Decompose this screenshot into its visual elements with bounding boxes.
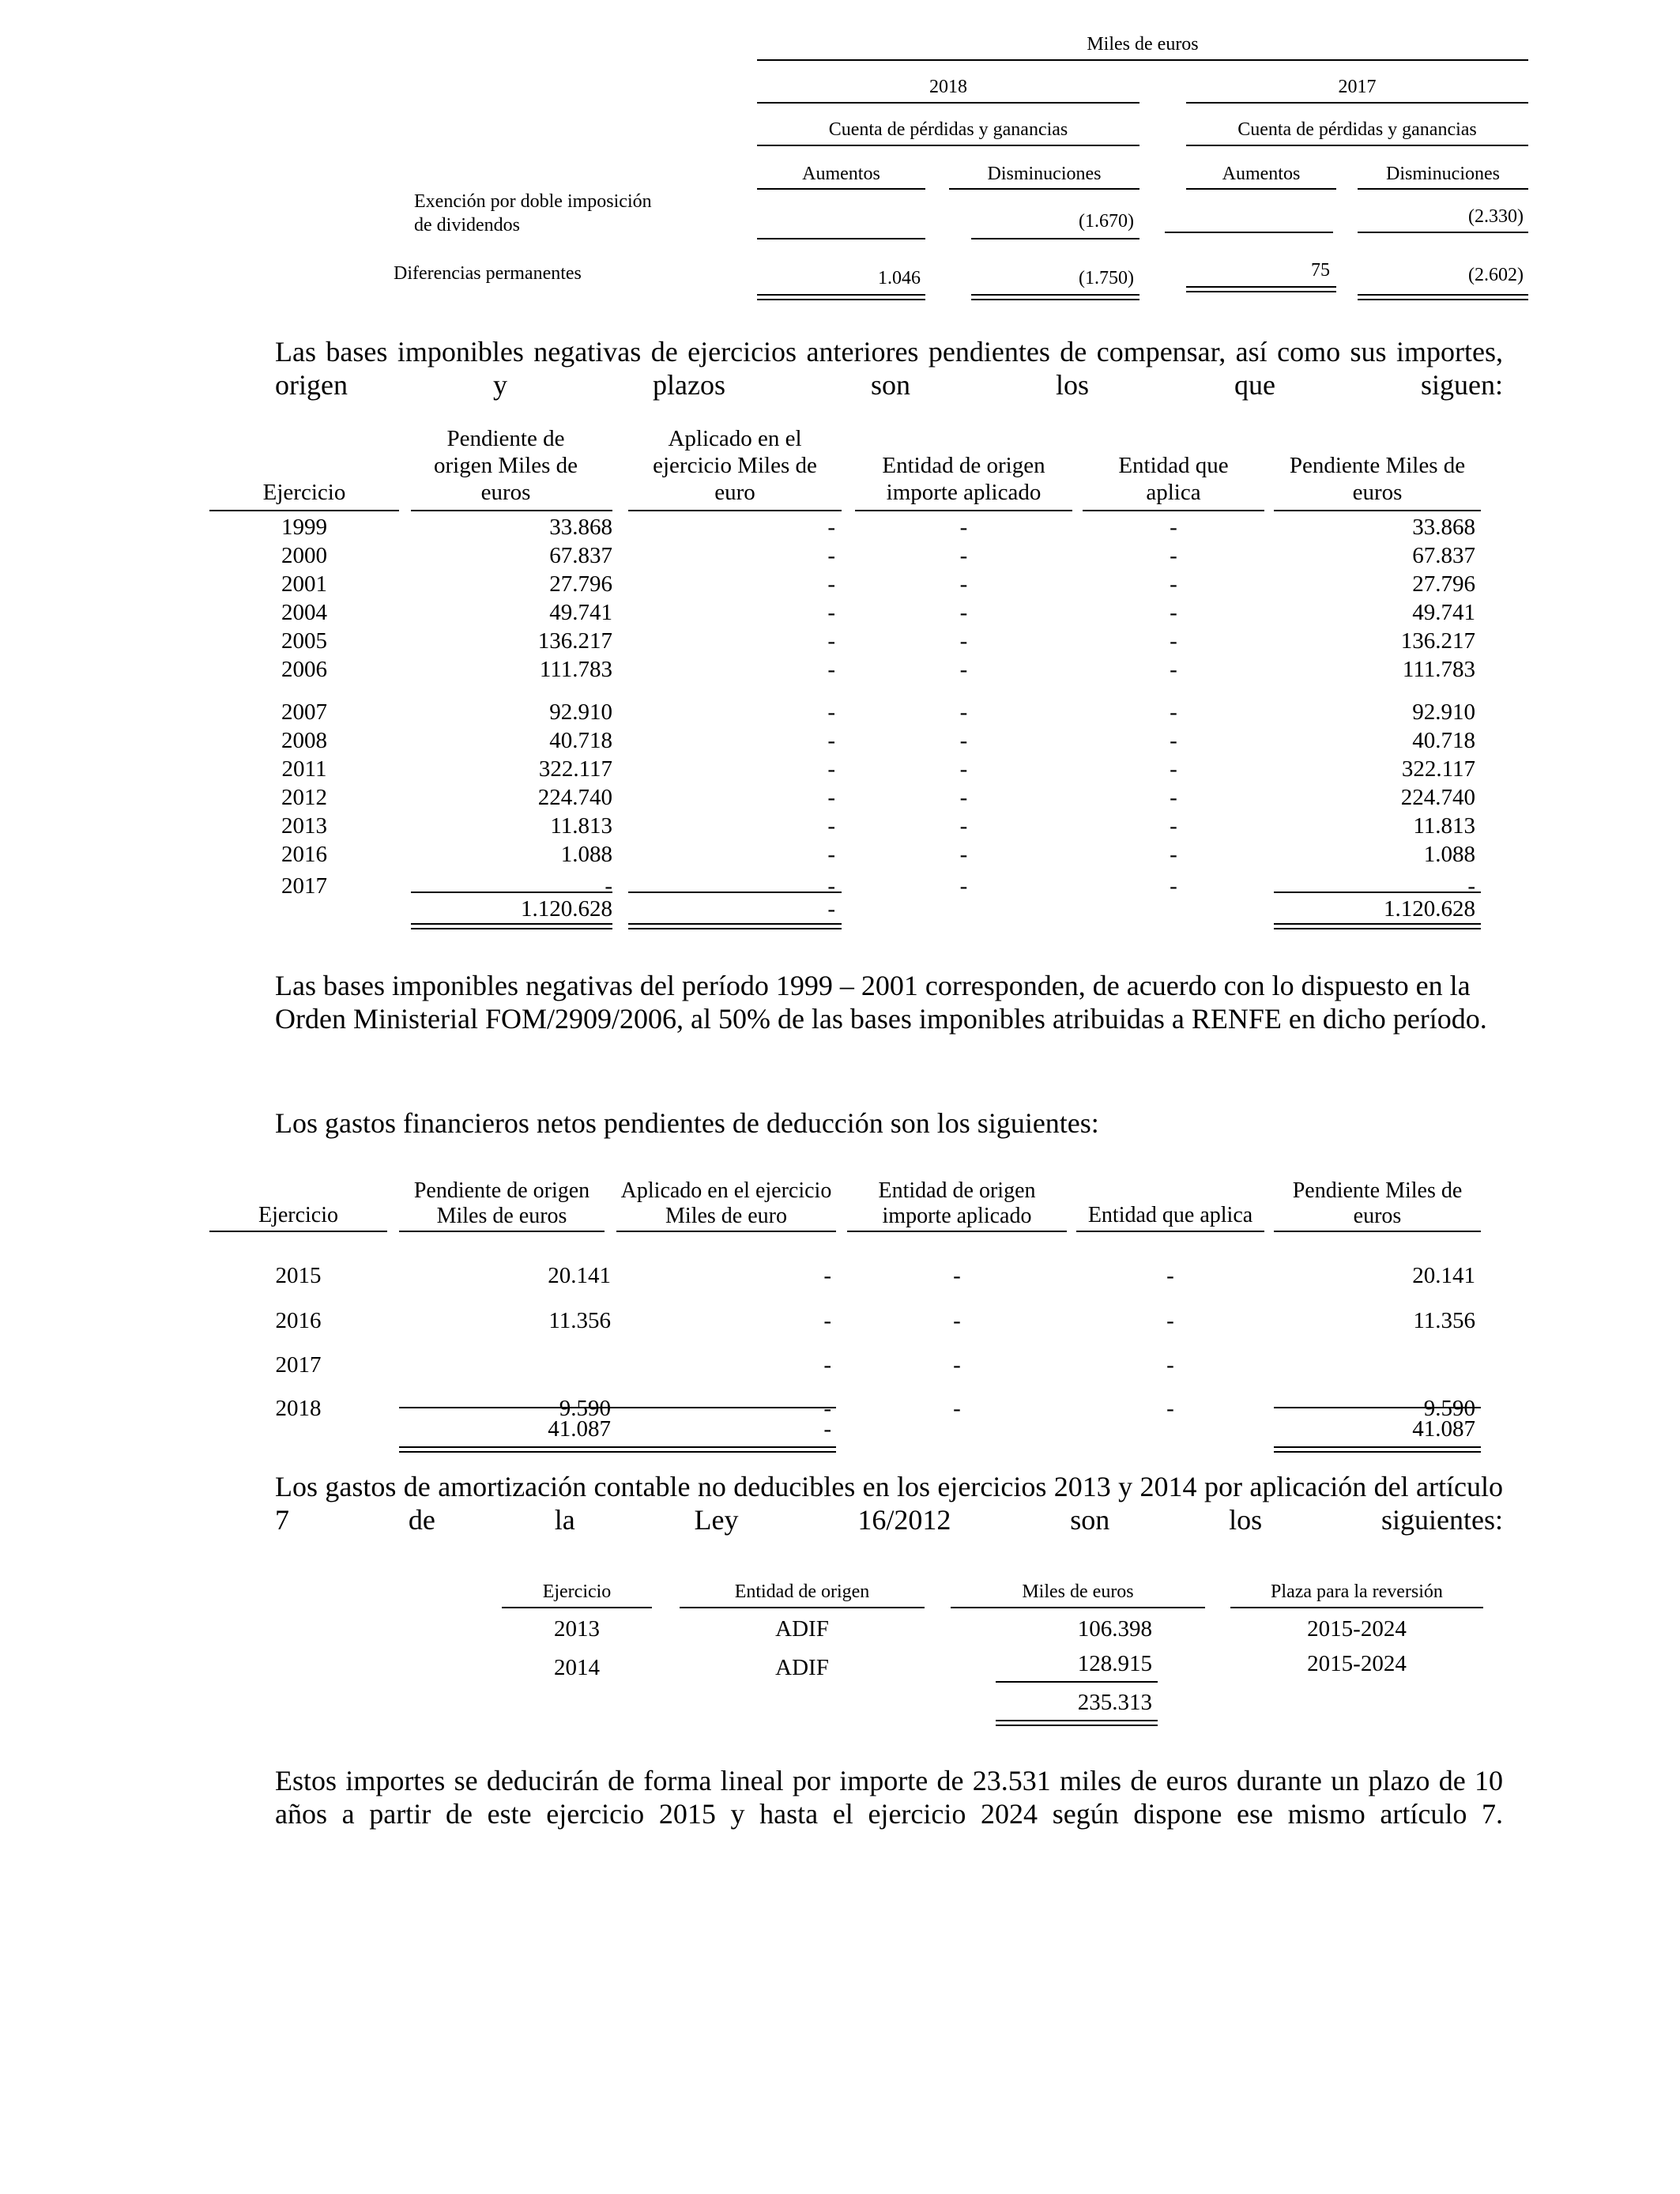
cell-pending-origin: 11.356 (548, 1308, 611, 1333)
t3-total-applied: - (823, 1416, 831, 1442)
cell-applying-entity: - (1170, 628, 1177, 654)
cell-applying-entity: - (1170, 785, 1177, 810)
cell-pending: 20.141 (1412, 1263, 1475, 1288)
cell-year: 2006 (281, 657, 327, 682)
cell-pending: - (1467, 873, 1475, 899)
t4-row-entity: ADIF (775, 1616, 829, 1642)
cell-pending-origin: 20.141 (548, 1263, 611, 1288)
cell-pending-origin: 27.796 (549, 571, 612, 597)
cell-applying-entity: - (1166, 1308, 1174, 1333)
paragraph-financial-expenses-intro: Los gastos financieros netos pendientes de deducción son los siguientes: (275, 1107, 1099, 1139)
t2-header-origin-entity: Entidad de origen importe aplicado (882, 453, 1045, 505)
cell-applying-entity: - (1170, 756, 1177, 782)
cell-pending: 27.796 (1412, 571, 1475, 597)
cell-origin-entity: - (959, 813, 968, 839)
paragraph-amortization-intro: Los gastos de amortización contable no deducibles en los ejercicios 2013 y 2014 por aplicación del artículo 7 de la Ley 16/2012 son los siguientes: (275, 1471, 1503, 1536)
cell-pending-origin: 322.117 (538, 756, 612, 782)
cell-origin-entity: - (953, 1308, 961, 1333)
t4-header-year: Ejercicio (542, 1581, 612, 1602)
cell-pending: 92.910 (1412, 699, 1475, 725)
t2-total-pending: 1.120.628 (1384, 896, 1475, 922)
cell-applied: - (827, 842, 835, 867)
t4-row-year: 2013 (554, 1616, 600, 1642)
cell-pending-origin: - (605, 873, 612, 899)
t2-header-applied: Aplicado en el ejercicio Miles de euro (653, 426, 817, 505)
t4-row-amount: 128.915 (1077, 1651, 1152, 1676)
cell-applying-entity: - (1170, 657, 1177, 682)
cell-origin-entity: - (959, 571, 968, 597)
cell-year: 2013 (281, 813, 327, 839)
paragraph-tax-losses-note: Las bases imponibles negativas del período 1999 – 2001 corresponden, de acuerdo con lo dispuesto en la Orden Ministerial FOM/2909/2006, al 50% de las bases imponibles atribuidas a RENFE en dicho período. (275, 970, 1487, 1035)
cell-applied: - (827, 600, 835, 625)
cell-applied: - (823, 1396, 831, 1421)
cell-pending-origin: 111.783 (539, 657, 612, 682)
t4-row-entity: ADIF (775, 1655, 829, 1680)
cell-year: 2005 (281, 628, 327, 654)
t4-row-reversal: 2015-2024 (1307, 1616, 1407, 1642)
t3-header-pending-origin: Pendiente de origen Miles de euros (413, 1178, 590, 1228)
cell-applied: - (827, 543, 835, 568)
account-header-2017: Cuenta de pérdidas y ganancias (1237, 119, 1477, 140)
year-2017-header: 2017 (1338, 77, 1377, 97)
cell-2017-dec-2: (2.602) (1468, 265, 1524, 285)
cell-origin-entity: - (959, 657, 968, 682)
cell-pending-origin: 11.813 (550, 813, 612, 839)
cell-applying-entity: - (1166, 1263, 1174, 1288)
cell-applying-entity: - (1170, 571, 1177, 597)
t3-total-pending: 41.087 (1412, 1416, 1475, 1442)
cell-year: 2011 (281, 756, 327, 782)
cell-origin-entity: - (953, 1396, 961, 1421)
cell-applying-entity: - (1170, 543, 1177, 568)
cell-pending: 40.718 (1412, 728, 1475, 753)
t3-header-year: Ejercicio (258, 1203, 339, 1227)
cell-origin-entity: - (959, 543, 968, 568)
cell-pending-origin: 136.217 (537, 628, 612, 654)
t3-header-applying-entity: Entidad que aplica (1087, 1203, 1253, 1227)
cell-pending-origin: 67.837 (549, 543, 612, 568)
cell-pending-origin: 40.718 (549, 728, 612, 753)
t2-header-year: Ejercicio (262, 480, 346, 505)
t4-header-origin-entity: Entidad de origen (734, 1581, 870, 1602)
cell-pending: 224.740 (1400, 785, 1475, 810)
cell-year: 2004 (281, 600, 327, 625)
cell-year: 2016 (281, 842, 327, 867)
t2-header-pending-origin: Pendiente de origen Miles de euros (433, 426, 578, 505)
cell-origin-entity: - (959, 699, 968, 725)
cell-year: 2012 (281, 785, 327, 810)
cell-2018-dec-2: (1.750) (1079, 268, 1134, 288)
cell-origin-entity: - (953, 1263, 961, 1288)
cell-applied: - (827, 756, 835, 782)
cell-pending: 33.868 (1412, 515, 1475, 540)
cell-applied: - (823, 1352, 831, 1378)
cell-pending: 322.117 (1401, 756, 1475, 782)
cell-pending: 49.741 (1412, 600, 1475, 625)
cell-applying-entity: - (1170, 515, 1177, 540)
cell-applied: - (827, 813, 835, 839)
cell-year: 2016 (275, 1308, 322, 1333)
cell-pending: 136.217 (1400, 628, 1475, 654)
cell-pending-origin: 49.741 (549, 600, 612, 625)
cell-applying-entity: - (1170, 728, 1177, 753)
cell-applying-entity: - (1170, 699, 1177, 725)
cell-pending-origin: 33.868 (549, 515, 612, 540)
cell-origin-entity: - (959, 842, 968, 867)
cell-pending: 11.813 (1413, 813, 1475, 839)
t4-row-year: 2014 (554, 1655, 600, 1680)
cell-year: 2017 (281, 873, 327, 899)
t2-header-pending: Pendiente Miles de euros (1289, 453, 1466, 505)
cell-origin-entity: - (959, 628, 968, 654)
cell-pending: 111.783 (1402, 657, 1475, 682)
t4-row-reversal: 2015-2024 (1307, 1651, 1407, 1676)
row-label-dividends-1: Exención por doble imposición (414, 191, 652, 212)
t4-total: 235.313 (1077, 1690, 1152, 1715)
cell-year: 2017 (275, 1352, 322, 1378)
cell-pending-origin: 9.590 (559, 1396, 611, 1421)
increases-header-2017: Aumentos (1222, 164, 1301, 184)
cell-applying-entity: - (1170, 873, 1177, 899)
cell-applied: - (827, 571, 835, 597)
cell-2018-inc: 1.046 (878, 268, 921, 288)
t4-row-amount: 106.398 (1077, 1616, 1152, 1642)
t3-header-pending: Pendiente Miles de euros (1292, 1178, 1463, 1228)
cell-applied: - (827, 728, 835, 753)
cell-origin-entity: - (959, 756, 968, 782)
cell-pending-origin: 92.910 (549, 699, 612, 725)
row-label-permanent: Diferencias permanentes (394, 263, 582, 284)
paragraph-amortization-note: Estos importes se deducirán de forma lineal por importe de 23.531 miles de euros durante un plazo de 10 años a partir de este ejercicio 2015 y hasta el ejercicio 2024 según dispone ese mismo artículo 7. (275, 1765, 1503, 1830)
t2-header-applying-entity: Entidad que aplica (1118, 453, 1229, 505)
cell-year: 2015 (275, 1263, 322, 1288)
cell-year: 2007 (281, 699, 327, 725)
cell-year: 2008 (281, 728, 327, 753)
cell-year: 2001 (281, 571, 327, 597)
row-label-dividends-2: de dividendos (414, 215, 520, 236)
year-2018-header: 2018 (929, 77, 967, 97)
cell-origin-entity: - (959, 515, 968, 540)
decreases-header-2018: Disminuciones (987, 164, 1102, 184)
unit-header: Miles de euros (1087, 34, 1199, 55)
cell-pending-origin: 224.740 (537, 785, 612, 810)
cell-pending: 67.837 (1412, 543, 1475, 568)
cell-applying-entity: - (1170, 813, 1177, 839)
cell-year: 1999 (281, 515, 327, 540)
cell-applying-entity: - (1170, 842, 1177, 867)
cell-applying-entity: - (1166, 1352, 1174, 1378)
decreases-header-2017: Disminuciones (1386, 164, 1500, 184)
account-header-2018: Cuenta de pérdidas y ganancias (828, 119, 1068, 140)
cell-pending: 9.590 (1423, 1396, 1475, 1421)
cell-origin-entity: - (953, 1352, 961, 1378)
t4-header-thousands: Miles de euros (1022, 1581, 1134, 1602)
t3-total-pending-origin: 41.087 (548, 1416, 611, 1442)
paragraph-tax-losses-intro: Las bases imponibles negativas de ejercicios anteriores pendientes de compensar, así como sus importes, origen y plazos son los que siguen: (275, 336, 1503, 401)
cell-origin-entity: - (959, 785, 968, 810)
cell-applied: - (827, 657, 835, 682)
cell-origin-entity: - (959, 873, 968, 899)
cell-2017-inc: 75 (1311, 260, 1330, 281)
cell-pending-origin: 1.088 (560, 842, 612, 867)
cell-2017-dec: (2.330) (1468, 206, 1524, 227)
cell-applying-entity: - (1170, 600, 1177, 625)
cell-applied: - (827, 873, 835, 899)
cell-year: 2018 (275, 1396, 322, 1421)
cell-applied: - (827, 515, 835, 540)
t3-header-applied: Aplicado en el ejercicio Miles de euro (620, 1178, 832, 1228)
cell-year: 2000 (281, 543, 327, 568)
cell-applied: - (823, 1263, 831, 1288)
cell-applying-entity: - (1166, 1396, 1174, 1421)
t2-total-pending-origin: 1.120.628 (521, 896, 612, 922)
t3-header-origin-entity: Entidad de origen importe aplicado (878, 1178, 1036, 1228)
t2-total-applied: - (827, 896, 835, 922)
t4-header-reversal: Plaza para la reversión (1271, 1581, 1443, 1602)
cell-origin-entity: - (959, 728, 968, 753)
cell-applied: - (827, 628, 835, 654)
cell-applied: - (827, 699, 835, 725)
cell-pending: 1.088 (1423, 842, 1475, 867)
cell-pending: 11.356 (1413, 1308, 1475, 1333)
cell-2018-dec: (1.670) (1079, 211, 1134, 232)
increases-header-2018: Aumentos (802, 164, 880, 184)
cell-applied: - (827, 785, 835, 810)
cell-applied: - (823, 1308, 831, 1333)
cell-origin-entity: - (959, 600, 968, 625)
